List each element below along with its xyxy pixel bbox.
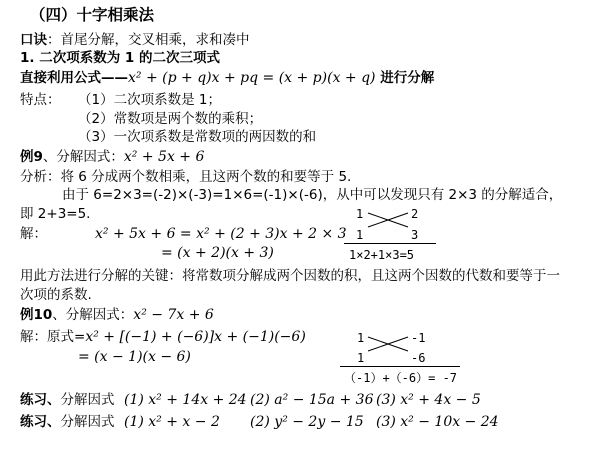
practice2-heading [20,413,115,431]
practice2-item-3: (3) x² − 10x − 24 [376,414,499,430]
example9-analysis [20,168,351,186]
example10-solution-expr: x² + [(−1) + (−6)]x + (−1)(−6) [85,329,306,345]
example9-solution-line-1: x² + 5x + 6 = x² + (2 + 3)x + 2 × 3 [95,226,347,242]
example9-heading [20,148,204,166]
practice2-item-2: (2) y² − 2y − 15 [250,414,364,430]
cross9-top-left: 1 [356,207,364,221]
cross10-check: （-1）+（-6）= -7 [344,371,458,385]
practice1-label: 练习、 [20,392,61,408]
cross9-bottom-left: 1 [356,228,364,242]
analysis-line-3: 即 2+3=5. [20,206,91,222]
example9-solution-label: 解： [20,226,47,242]
feature-item-1: （1）二次项系数是 1； [78,92,221,108]
feature-item-3: （3）一次项系数是常数项的两因数的和 [78,129,317,145]
cross10-rule [340,366,460,367]
cross10-top-right: -1 [411,331,426,345]
cross10-bottom-right: -6 [411,351,426,365]
section-title: （四）十字相乘法 [30,6,155,24]
direct-suffix: 进行分解 [375,70,435,86]
practice1-prompt: 分解因式 [60,392,115,408]
analysis-line-2: 由于 6=2×3=(-2)×(-3)=1×6=(-1)×(-6)，从中可以发现只有 2×3 的分解适合， [62,187,563,203]
cross10-bottom-left: 1 [357,351,365,365]
practice1-item-2: (2) a² − 15a + 36 [250,392,374,408]
practice1-item-1: (1) x² + 14x + 24 [124,392,247,408]
practice1-heading [20,391,115,409]
feature-item-2: （2）常数项是两个数的乘积； [78,111,263,127]
example10-solution-label: 解：原式= [20,329,86,345]
example9-expr: x² + 5x + 6 [123,149,205,165]
practice2-item-1: (1) x² + x − 2 [124,414,220,430]
mnemonic-label: 口诀 [20,32,47,48]
mnemonic-text: ：首尾分解，交叉相乘，求和凑中 [47,32,250,48]
practice2-prompt: 分解因式 [60,414,115,430]
example10-prompt: 、分解因式： [52,307,134,323]
mnemonic-line [20,31,250,49]
cross9-lines [366,210,410,230]
example10-expr: x² − 7x + 6 [133,307,214,323]
key-point-line-2: 次项的系数. [20,287,92,303]
example10-solution-line-1 [20,328,306,346]
cross9-bottom-right: 3 [411,228,419,242]
example9-label: 例9 [20,149,43,165]
analysis-text: 将 6 分成两个数相乘，且这两个数的和要等于 5. [60,169,352,185]
example10-solution-line-2: = (x − 1)(x − 6) [78,349,191,365]
subsection-heading: 1. 二次项系数为 1 的二次三项式 [20,50,221,66]
practice1-item-3: (3) x² + 4x − 5 [376,392,481,408]
key-point-line-1: 用此方法进行分解的关键：将常数项分解成两个因数的积，且这两个因数的代数和要等于一 [20,268,560,284]
example9-solution-line-2: = (x + 2)(x + 3) [161,245,274,261]
example10-heading [20,306,214,324]
features-label: 特点： [20,92,61,108]
example9-prompt: 、分解因式： [42,149,124,165]
cross9-rule [344,243,436,244]
direct-formula-line [20,69,434,87]
cross10-lines [366,334,410,354]
example10-label: 例10 [20,307,53,323]
direct-prefix: 直接利用公式—— [20,70,128,86]
practice2-label: 练习、 [20,414,61,430]
direct-formula: x² + (p + q)x + pq = (x + p)(x + q) [128,70,376,86]
cross9-top-right: 2 [411,207,419,221]
analysis-label: 分析： [20,169,61,185]
cross10-top-left: 1 [357,331,365,345]
cross9-check: 1×2+1×3=5 [349,248,415,262]
